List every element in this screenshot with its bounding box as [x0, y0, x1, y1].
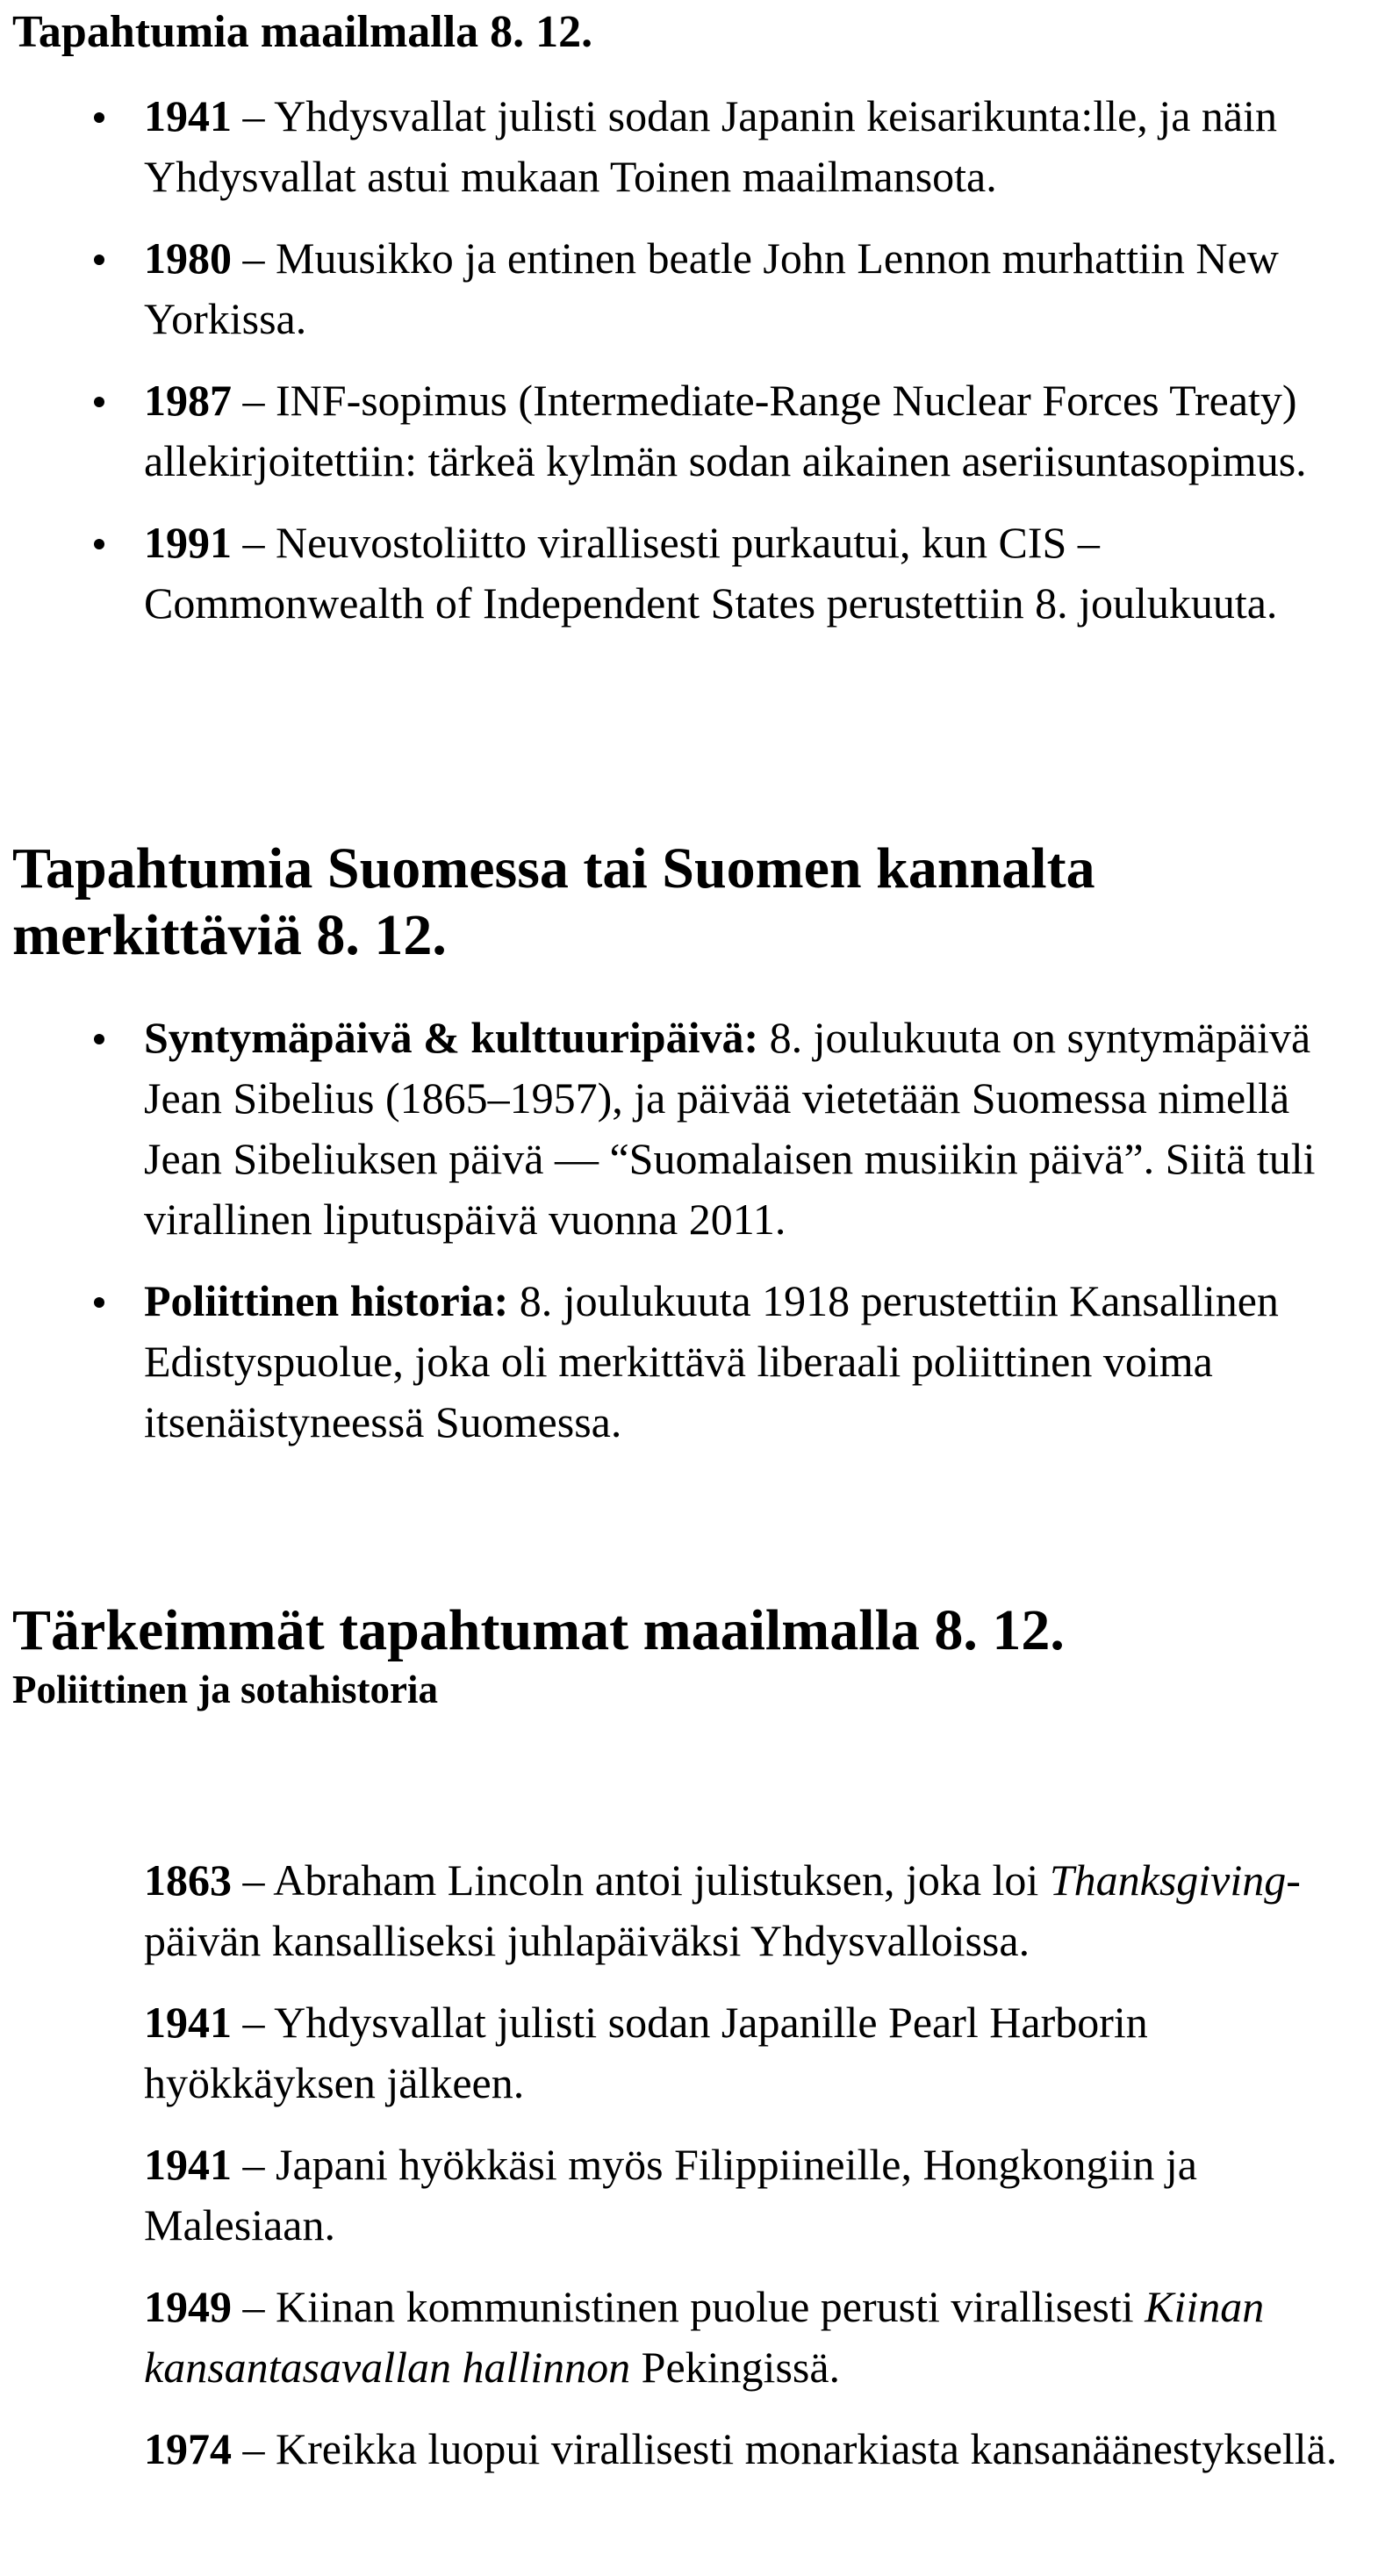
event-text-tail: -päivän kansalliseksi juhlapäiväksi Yhdysvalloissa. — [144, 1855, 1301, 1965]
list-item — [0, 1992, 1378, 2113]
event-text: – Yhdysvallat julisti sodan Japanille Pearl Harborin hyökkäyksen jälkeen. — [144, 1998, 1148, 2107]
event-text: 8. joulukuuta 1918 perustettiin Kansallinen Edistyspuolue, joka oli merkittävä liberaali poliittinen voima itsenäistyneessä Suomessa. — [144, 1276, 1279, 1446]
event-text-tail: Pekingissä. — [630, 2343, 841, 2392]
list-item — [0, 1271, 1378, 1453]
heading-world-events: Tapahtumia maailmalla 8. 12. — [12, 7, 593, 57]
list-item — [0, 1008, 1378, 1250]
list-item — [0, 1850, 1378, 1971]
event-year: 1863 — [144, 1855, 232, 1905]
list-item — [0, 86, 1378, 207]
list-item — [0, 228, 1378, 349]
event-text: – Japani hyökkäsi myös Filippiineille, Hongkongiin ja Malesiaan. — [144, 2140, 1197, 2250]
event-text: – Yhdysvallat julisti sodan Japanin keisarikunta:lle, ja näin Yhdysvallat astui mukaan Toinen maailmansota. — [144, 91, 1277, 201]
event-year: 1941 — [144, 2140, 232, 2189]
event-text: 8. joulukuuta on syntymäpäivä Jean Sibelius (1865–1957), ja päivää vietetään Suomessa nimellä Jean Sibeliuksen päivä — “Suomalaisen musiikin päivä”. Siitä tuli virallinen liputuspäivä vuonna 2011. — [144, 1013, 1316, 1244]
event-emphasis: Thanksgiving — [1049, 1855, 1287, 1905]
event-emphasis: Kiinan kansantasavallan hallinnon — [144, 2282, 1265, 2392]
list-item — [0, 2419, 1378, 2479]
finland-events-list — [0, 1008, 1378, 1474]
event-year: 1949 — [144, 2282, 232, 2331]
event-text: – Kiinan kommunistinen puolue perusti virallisesti — [232, 2282, 1145, 2331]
event-text: – Kreikka luopui virallisesti monarkiasta kansanäänestyksellä. — [232, 2424, 1338, 2473]
event-text: – Abraham Lincoln antoi julistuksen, joka loi — [232, 1855, 1050, 1905]
event-year: 1941 — [144, 91, 232, 140]
list-item — [0, 2135, 1378, 2256]
event-year: 1987 — [144, 376, 232, 425]
list-item — [0, 513, 1378, 634]
list-item — [0, 370, 1378, 492]
heading-major-events: Tärkeimmät tapahtumat maailmalla 8. 12. — [12, 1598, 1065, 1662]
event-text: – Muusikko ja entinen beatle John Lennon murhattiin New Yorkissa. — [144, 233, 1279, 343]
world-events-list — [0, 86, 1378, 655]
event-year: 1974 — [144, 2424, 232, 2473]
major-events-list — [0, 1850, 1378, 2501]
list-item — [0, 2277, 1378, 2398]
event-year: 1980 — [144, 233, 232, 283]
event-year: 1991 — [144, 518, 232, 567]
subheading-political-history: Poliittinen ja sotahistoria — [12, 1668, 438, 1711]
event-label: Poliittinen historia: — [144, 1276, 509, 1325]
event-text: – INF-sopimus (Intermediate-Range Nuclear Forces Treaty) allekirjoitettiin: tärkeä kylmän sodan aikainen aseriisuntasopimus. — [144, 376, 1307, 485]
event-year: 1941 — [144, 1998, 232, 2047]
heading-finland-events: Tapahtumia Suomessa tai Suomen kannalta merkittäviä 8. 12. — [12, 836, 1095, 967]
event-text: – Neuvostoliitto virallisesti purkautui, kun CIS – Commonwealth of Independent States perustettiin 8. joulukuuta. — [144, 518, 1278, 628]
event-label: Syntymäpäivä & kulttuuripäivä: — [144, 1013, 759, 1062]
